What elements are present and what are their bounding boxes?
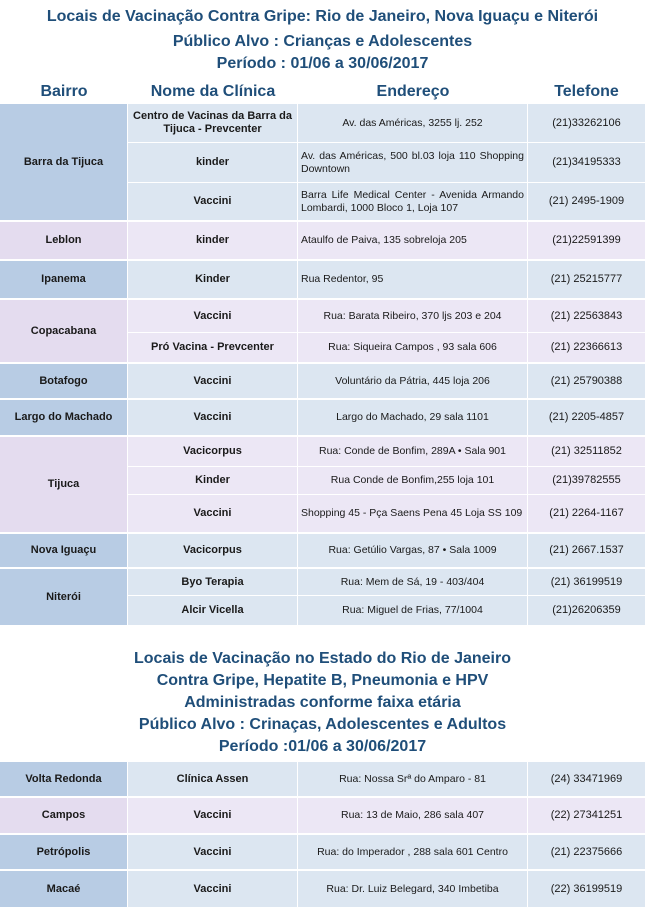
bairro-cell: Nova Iguaçu (0, 534, 128, 567)
telefone-cell: (21) 22375666 (528, 835, 645, 869)
bairro-cell: Largo do Machado (0, 400, 128, 435)
table-row (128, 798, 645, 833)
bairro-cell: Niterói (0, 569, 128, 625)
group-campos (0, 798, 645, 835)
bairro-cell: Campos (0, 798, 128, 833)
header-bairro: Bairro (40, 83, 88, 100)
bairro-cell: Volta Redonda (0, 762, 128, 796)
endereco-cell: Av. das Américas, 3255 lj. 252 (298, 104, 528, 142)
table-row (128, 569, 645, 596)
group-leblon (0, 222, 645, 261)
endereco-cell: Barra Life Medical Center - Avenida Armando Lombardi, 1000 Bloco 1, Loja 107 (298, 183, 528, 220)
bairro-cell: Botafogo (0, 364, 128, 398)
endereco-cell: Rua: Dr. Luiz Belegard, 340 Imbetiba (298, 871, 528, 907)
header-telefone: Telefone (554, 83, 619, 100)
bairro-cell: Petrópolis (0, 835, 128, 869)
endereco-cell: Rua Redentor, 95 (298, 261, 528, 298)
table-row (128, 300, 645, 333)
header-clinica: Nome da Clínica (150, 83, 276, 100)
endereco-cell: Rua: Barata Ribeiro, 370 ljs 203 e 204 (298, 300, 528, 332)
telefone-cell: (21) 2205-4857 (528, 400, 645, 435)
endereco-cell: Largo do Machado, 29 sala 1101 (298, 400, 528, 435)
clinica-cell: Vaccini (128, 798, 298, 833)
telefone-cell: (21) 2264-1167 (528, 495, 645, 532)
group-nova-iguacu (0, 534, 645, 569)
clinica-cell: Vaccini (128, 835, 298, 869)
group-tijuca (0, 437, 645, 534)
section2-title-line-1: Locais de Vacinação no Estado do Rio de Janeiro (134, 650, 511, 667)
table-row (128, 762, 645, 796)
bairro-cell: Barra da Tijuca (0, 104, 128, 220)
bairro-cell: Ipanema (0, 261, 128, 298)
section2-title-line-4: Público Alvo : Crinaças, Adolescentes e Adultos (138, 716, 507, 733)
table-row (128, 183, 645, 220)
group-petropolis (0, 835, 645, 871)
clinica-cell: Vaccini (128, 495, 298, 532)
endereco-cell: Rua: Nossa Srª do Amparo - 81 (298, 762, 528, 796)
telefone-cell: (21) 2495-1909 (528, 183, 645, 220)
endereco-cell: Rua Conde de Bonfim,255 loja 101 (298, 467, 528, 494)
clinica-cell: Clínica Assen (128, 762, 298, 796)
group-botafogo (0, 364, 645, 400)
telefone-cell: (21) 32511852 (528, 437, 645, 466)
table-row (128, 835, 645, 869)
table-row (128, 534, 645, 567)
clinica-cell: Vaccini (128, 400, 298, 435)
telefone-cell: (21)39782555 (528, 467, 645, 494)
endereco-cell: Rua: Mem de Sá, 19 - 403/404 (298, 569, 528, 595)
telefone-cell: (21) 25215777 (528, 261, 645, 298)
clinica-cell: Alcir Vicella (128, 596, 298, 625)
telefone-cell: (21) 22366613 (528, 333, 645, 362)
group-copacabana (0, 300, 645, 364)
clinica-cell: Vaccini (128, 364, 298, 398)
group-niteroi (0, 569, 645, 625)
clinica-cell: Vaccini (128, 183, 298, 220)
clinica-cell: Kinder (128, 261, 298, 298)
clinica-cell: kinder (128, 222, 298, 259)
endereco-cell: Shopping 45 - Pça Saens Pena 45 Loja SS 109 (298, 495, 528, 532)
table-row (128, 437, 645, 467)
table-row (128, 261, 645, 298)
group-barra-da-tijuca (0, 104, 645, 222)
endereco-cell: Av. das Américas, 500 bl.03 loja 110 Shopping Downtown (298, 143, 528, 182)
group-ipanema (0, 261, 645, 300)
clinica-cell: Vacicorpus (128, 437, 298, 466)
telefone-cell: (22) 27341251 (528, 798, 645, 833)
table-row (128, 143, 645, 183)
endereco-cell: Rua: Getúlio Vargas, 87 • Sala 1009 (298, 534, 528, 567)
table-row (128, 400, 645, 435)
telefone-cell: (21) 2667.1537 (528, 534, 645, 567)
bairro-cell: Tijuca (0, 437, 128, 532)
table-row (128, 596, 645, 625)
endereco-cell: Rua: 13 de Maio, 286 sala 407 (298, 798, 528, 833)
clinica-cell: Vaccini (128, 871, 298, 907)
group-volta-redonda (0, 762, 645, 798)
clinica-cell: Byo Terapia (128, 569, 298, 595)
endereco-cell: Rua: do Imperador , 288 sala 601 Centro (298, 835, 528, 869)
table-row (128, 467, 645, 495)
section1-title-line-1: Locais de Vacinação Contra Gripe: Rio de Janeiro, Nova Iguaçu e Niterói (46, 8, 599, 25)
table-row (128, 495, 645, 532)
section1-title-line-3: Período : 01/06 a 30/06/2017 (216, 55, 429, 72)
endereco-cell: Ataulfo de Paiva, 135 sobreloja 205 (298, 222, 528, 259)
table-row (128, 104, 645, 143)
group-macae (0, 871, 645, 907)
telefone-cell: (22) 36199519 (528, 871, 645, 907)
telefone-cell: (21)26206359 (528, 596, 645, 625)
telefone-cell: (21)34195333 (528, 143, 645, 182)
clinica-cell: Centro de Vacinas da Barra da Tijuca - Prevcenter (128, 104, 298, 142)
section2-title-line-3: Administradas conforme faixa etária (184, 694, 461, 711)
clinica-cell: Vacicorpus (128, 534, 298, 567)
table-row (128, 333, 645, 362)
clinica-cell: Pró Vacina - Prevcenter (128, 333, 298, 362)
section2-title-line-5: Período :01/06 a 30/06/2017 (218, 738, 427, 755)
telefone-cell: (21) 22563843 (528, 300, 645, 332)
telefone-cell: (21)22591399 (528, 222, 645, 259)
clinica-cell: Vaccini (128, 300, 298, 332)
telefone-cell: (21)33262106 (528, 104, 645, 142)
endereco-cell: Rua: Miguel de Frias, 77/1004 (298, 596, 528, 625)
group-largo-do-machado (0, 400, 645, 437)
table-row (128, 222, 645, 259)
clinica-cell: Kinder (128, 467, 298, 494)
bairro-cell: Leblon (0, 222, 128, 259)
telefone-cell: (21) 36199519 (528, 569, 645, 595)
section1-title-line-2: Público Alvo : Crianças e Adolescentes (172, 33, 473, 50)
endereco-cell: Voluntário da Pátria, 445 loja 206 (298, 364, 528, 398)
table-row (128, 364, 645, 398)
table-row (128, 871, 645, 907)
endereco-cell: Rua: Conde de Bonfim, 289A • Sala 901 (298, 437, 528, 466)
telefone-cell: (24) 33471969 (528, 762, 645, 796)
bairro-cell: Copacabana (0, 300, 128, 362)
header-endereco: Endereço (376, 83, 450, 100)
section2-title-line-2: Contra Gripe, Hepatite B, Pneumonia e HPV (156, 672, 489, 689)
telefone-cell: (21) 25790388 (528, 364, 645, 398)
endereco-cell: Rua: Siqueira Campos , 93 sala 606 (298, 333, 528, 362)
clinica-cell: kinder (128, 143, 298, 182)
bairro-cell: Macaé (0, 871, 128, 907)
